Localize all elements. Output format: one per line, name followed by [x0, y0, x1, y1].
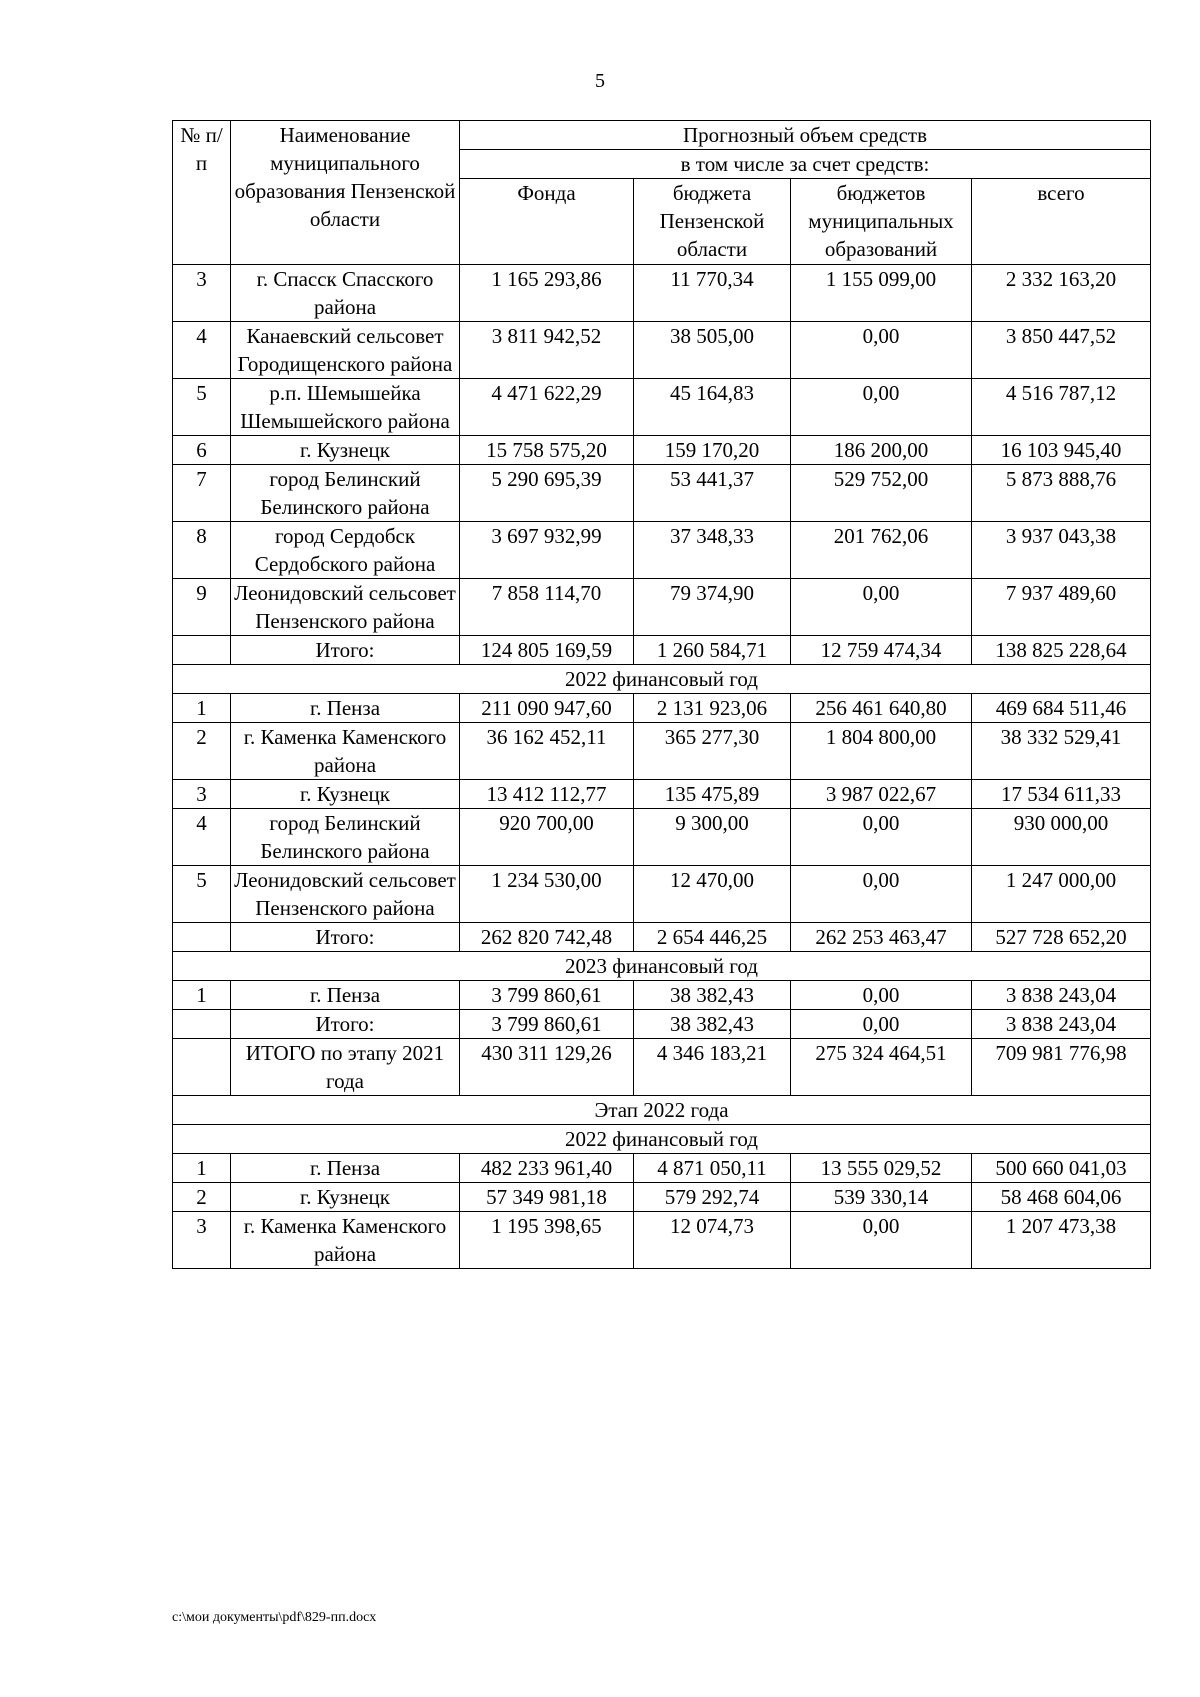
cell-fund: 430 311 129,26 — [460, 1039, 634, 1096]
cell-num — [173, 1039, 231, 1096]
cell-region-budget: 12 074,73 — [634, 1212, 791, 1269]
table-row — [173, 436, 1151, 465]
table-row — [173, 265, 1151, 322]
cell-municipal-budget: 0,00 — [791, 1212, 972, 1269]
cell-municipal-budget: 0,00 — [791, 579, 972, 636]
table-row — [173, 522, 1151, 579]
section-row — [173, 1125, 1151, 1154]
cell-municipality: г. Кузнецк — [231, 436, 460, 465]
cell-total: 1 247 000,00 — [972, 866, 1151, 923]
cell-total: 709 981 776,98 — [972, 1039, 1151, 1096]
cell-municipal-budget: 0,00 — [791, 322, 972, 379]
cell-total: 58 468 604,06 — [972, 1183, 1151, 1212]
cell-region-budget: 45 164,83 — [634, 379, 791, 436]
cell-fund: 5 290 695,39 — [460, 465, 634, 522]
cell-municipal-budget: 0,00 — [791, 1010, 972, 1039]
cell-num: 8 — [173, 522, 231, 579]
table-row — [173, 723, 1151, 780]
cell-fund: 1 234 530,00 — [460, 866, 634, 923]
cell-region-budget: 12 470,00 — [634, 866, 791, 923]
cell-municipal-budget: 0,00 — [791, 809, 972, 866]
cell-municipality: город Белинский Белинского района — [231, 809, 460, 866]
cell-fund: 15 758 575,20 — [460, 436, 634, 465]
header-total: всего — [972, 179, 1151, 265]
cell-municipal-budget: 0,00 — [791, 981, 972, 1010]
cell-municipal-budget: 1 804 800,00 — [791, 723, 972, 780]
cell-region-budget: 37 348,33 — [634, 522, 791, 579]
header-name: Наименование муниципального образования Пензенской области — [231, 121, 460, 265]
cell-total: 3 850 447,52 — [972, 322, 1151, 379]
section-label: 2022 финансовый год — [173, 1125, 1151, 1154]
table-row — [173, 981, 1151, 1010]
cell-municipal-budget: 256 461 640,80 — [791, 694, 972, 723]
table-row — [173, 1039, 1151, 1096]
cell-municipality: ИТОГО по этапу 2021 года — [231, 1039, 460, 1096]
table-row — [173, 636, 1151, 665]
header-municipal-budget: бюджетов муниципальных образований — [791, 179, 972, 265]
cell-total: 2 332 163,20 — [972, 265, 1151, 322]
cell-total: 38 332 529,41 — [972, 723, 1151, 780]
table-row — [173, 809, 1151, 866]
cell-region-budget: 135 475,89 — [634, 780, 791, 809]
cell-num — [173, 1010, 231, 1039]
cell-fund: 13 412 112,77 — [460, 780, 634, 809]
cell-region-budget: 38 382,43 — [634, 1010, 791, 1039]
cell-fund: 3 811 942,52 — [460, 322, 634, 379]
header-num: № п/п — [173, 121, 231, 265]
cell-municipality: Итого: — [231, 636, 460, 665]
cell-num: 5 — [173, 866, 231, 923]
cell-num: 3 — [173, 1212, 231, 1269]
cell-region-budget: 1 260 584,71 — [634, 636, 791, 665]
cell-municipal-budget: 0,00 — [791, 866, 972, 923]
cell-fund: 482 233 961,40 — [460, 1154, 634, 1183]
cell-fund: 7 858 114,70 — [460, 579, 634, 636]
header-fund: Фонда — [460, 179, 634, 265]
cell-total: 5 873 888,76 — [972, 465, 1151, 522]
funds-table — [172, 120, 1151, 1269]
cell-region-budget: 159 170,20 — [634, 436, 791, 465]
cell-fund: 211 090 947,60 — [460, 694, 634, 723]
cell-num: 4 — [173, 809, 231, 866]
cell-num: 6 — [173, 436, 231, 465]
table-body — [173, 265, 1151, 1269]
cell-region-budget: 2 131 923,06 — [634, 694, 791, 723]
table-row — [173, 322, 1151, 379]
cell-num: 7 — [173, 465, 231, 522]
cell-total: 1 207 473,38 — [972, 1212, 1151, 1269]
section-label: Этап 2022 года — [173, 1096, 1151, 1125]
cell-num: 1 — [173, 981, 231, 1010]
cell-fund: 920 700,00 — [460, 809, 634, 866]
cell-region-budget: 4 871 050,11 — [634, 1154, 791, 1183]
table-row — [173, 780, 1151, 809]
cell-municipal-budget: 3 987 022,67 — [791, 780, 972, 809]
cell-municipality: г. Каменка Каменского района — [231, 723, 460, 780]
cell-num — [173, 636, 231, 665]
cell-total: 469 684 511,46 — [972, 694, 1151, 723]
cell-num: 1 — [173, 1154, 231, 1183]
section-label: 2023 финансовый год — [173, 952, 1151, 981]
section-row — [173, 952, 1151, 981]
table-row — [173, 579, 1151, 636]
cell-region-budget: 579 292,74 — [634, 1183, 791, 1212]
cell-fund: 124 805 169,59 — [460, 636, 634, 665]
cell-municipal-budget: 1 155 099,00 — [791, 265, 972, 322]
footer-file-path: c:\мои документы\pdf\829-пп.docx — [172, 1610, 377, 1625]
cell-municipal-budget: 275 324 464,51 — [791, 1039, 972, 1096]
table-row — [173, 1183, 1151, 1212]
table-row — [173, 866, 1151, 923]
cell-fund: 3 799 860,61 — [460, 1010, 634, 1039]
cell-region-budget: 4 346 183,21 — [634, 1039, 791, 1096]
section-row — [173, 1096, 1151, 1125]
cell-municipality: г. Кузнецк — [231, 780, 460, 809]
cell-num: 4 — [173, 322, 231, 379]
page-number: 5 — [595, 70, 605, 92]
table-row — [173, 465, 1151, 522]
cell-region-budget: 2 654 446,25 — [634, 923, 791, 952]
cell-municipal-budget: 201 762,06 — [791, 522, 972, 579]
cell-municipal-budget: 186 200,00 — [791, 436, 972, 465]
cell-fund: 262 820 742,48 — [460, 923, 634, 952]
table-row — [173, 694, 1151, 723]
cell-region-budget: 365 277,30 — [634, 723, 791, 780]
cell-num: 3 — [173, 265, 231, 322]
cell-municipality: г. Каменка Каменского района — [231, 1212, 460, 1269]
cell-num: 1 — [173, 694, 231, 723]
cell-fund: 3 697 932,99 — [460, 522, 634, 579]
cell-region-budget: 11 770,34 — [634, 265, 791, 322]
header-region-budget: бюджета Пензенской области — [634, 179, 791, 265]
cell-fund: 36 162 452,11 — [460, 723, 634, 780]
header-including: в том числе за счет средств: — [460, 150, 1151, 179]
cell-region-budget: 53 441,37 — [634, 465, 791, 522]
cell-fund: 3 799 860,61 — [460, 981, 634, 1010]
cell-municipality: город Сердобск Сердобского района — [231, 522, 460, 579]
table-row — [173, 923, 1151, 952]
cell-fund: 57 349 981,18 — [460, 1183, 634, 1212]
cell-num: 9 — [173, 579, 231, 636]
cell-num: 2 — [173, 1183, 231, 1212]
cell-total: 500 660 041,03 — [972, 1154, 1151, 1183]
cell-num: 3 — [173, 780, 231, 809]
cell-municipality: Леонидовский сельсовет Пензенского района — [231, 866, 460, 923]
table-row — [173, 1010, 1151, 1039]
cell-total: 3 838 243,04 — [972, 1010, 1151, 1039]
cell-total: 3 838 243,04 — [972, 981, 1151, 1010]
cell-municipality: р.п. Шемышейка Шемышейского района — [231, 379, 460, 436]
cell-municipality: г. Пенза — [231, 694, 460, 723]
table-row — [173, 379, 1151, 436]
cell-municipality: г. Спасск Спасского района — [231, 265, 460, 322]
cell-num: 5 — [173, 379, 231, 436]
cell-total: 930 000,00 — [972, 809, 1151, 866]
cell-num: 2 — [173, 723, 231, 780]
cell-total: 3 937 043,38 — [972, 522, 1151, 579]
cell-total: 16 103 945,40 — [972, 436, 1151, 465]
table-row — [173, 1212, 1151, 1269]
cell-municipality: Итого: — [231, 923, 460, 952]
cell-municipal-budget: 13 555 029,52 — [791, 1154, 972, 1183]
table-row — [173, 1154, 1151, 1183]
cell-region-budget: 9 300,00 — [634, 809, 791, 866]
cell-total: 138 825 228,64 — [972, 636, 1151, 665]
cell-municipality: Канаевский сельсовет Городищенского района — [231, 322, 460, 379]
section-row — [173, 665, 1151, 694]
cell-fund: 4 471 622,29 — [460, 379, 634, 436]
cell-municipality: город Белинский Белинского района — [231, 465, 460, 522]
cell-municipality: г. Пенза — [231, 981, 460, 1010]
cell-municipal-budget: 0,00 — [791, 379, 972, 436]
cell-fund: 1 195 398,65 — [460, 1212, 634, 1269]
cell-num — [173, 923, 231, 952]
cell-municipality: г. Пенза — [231, 1154, 460, 1183]
cell-region-budget: 38 382,43 — [634, 981, 791, 1010]
cell-municipality: Итого: — [231, 1010, 460, 1039]
cell-municipal-budget: 529 752,00 — [791, 465, 972, 522]
section-label: 2022 финансовый год — [173, 665, 1151, 694]
cell-municipality: Леонидовский сельсовет Пензенского района — [231, 579, 460, 636]
cell-fund: 1 165 293,86 — [460, 265, 634, 322]
cell-municipality: г. Кузнецк — [231, 1183, 460, 1212]
cell-municipal-budget: 539 330,14 — [791, 1183, 972, 1212]
cell-total: 7 937 489,60 — [972, 579, 1151, 636]
cell-municipal-budget: 262 253 463,47 — [791, 923, 972, 952]
cell-total: 4 516 787,12 — [972, 379, 1151, 436]
cell-region-budget: 79 374,90 — [634, 579, 791, 636]
cell-municipal-budget: 12 759 474,34 — [791, 636, 972, 665]
cell-total: 527 728 652,20 — [972, 923, 1151, 952]
cell-total: 17 534 611,33 — [972, 780, 1151, 809]
cell-region-budget: 38 505,00 — [634, 322, 791, 379]
header-forecast-volume: Прогнозный объем средств — [460, 121, 1151, 150]
